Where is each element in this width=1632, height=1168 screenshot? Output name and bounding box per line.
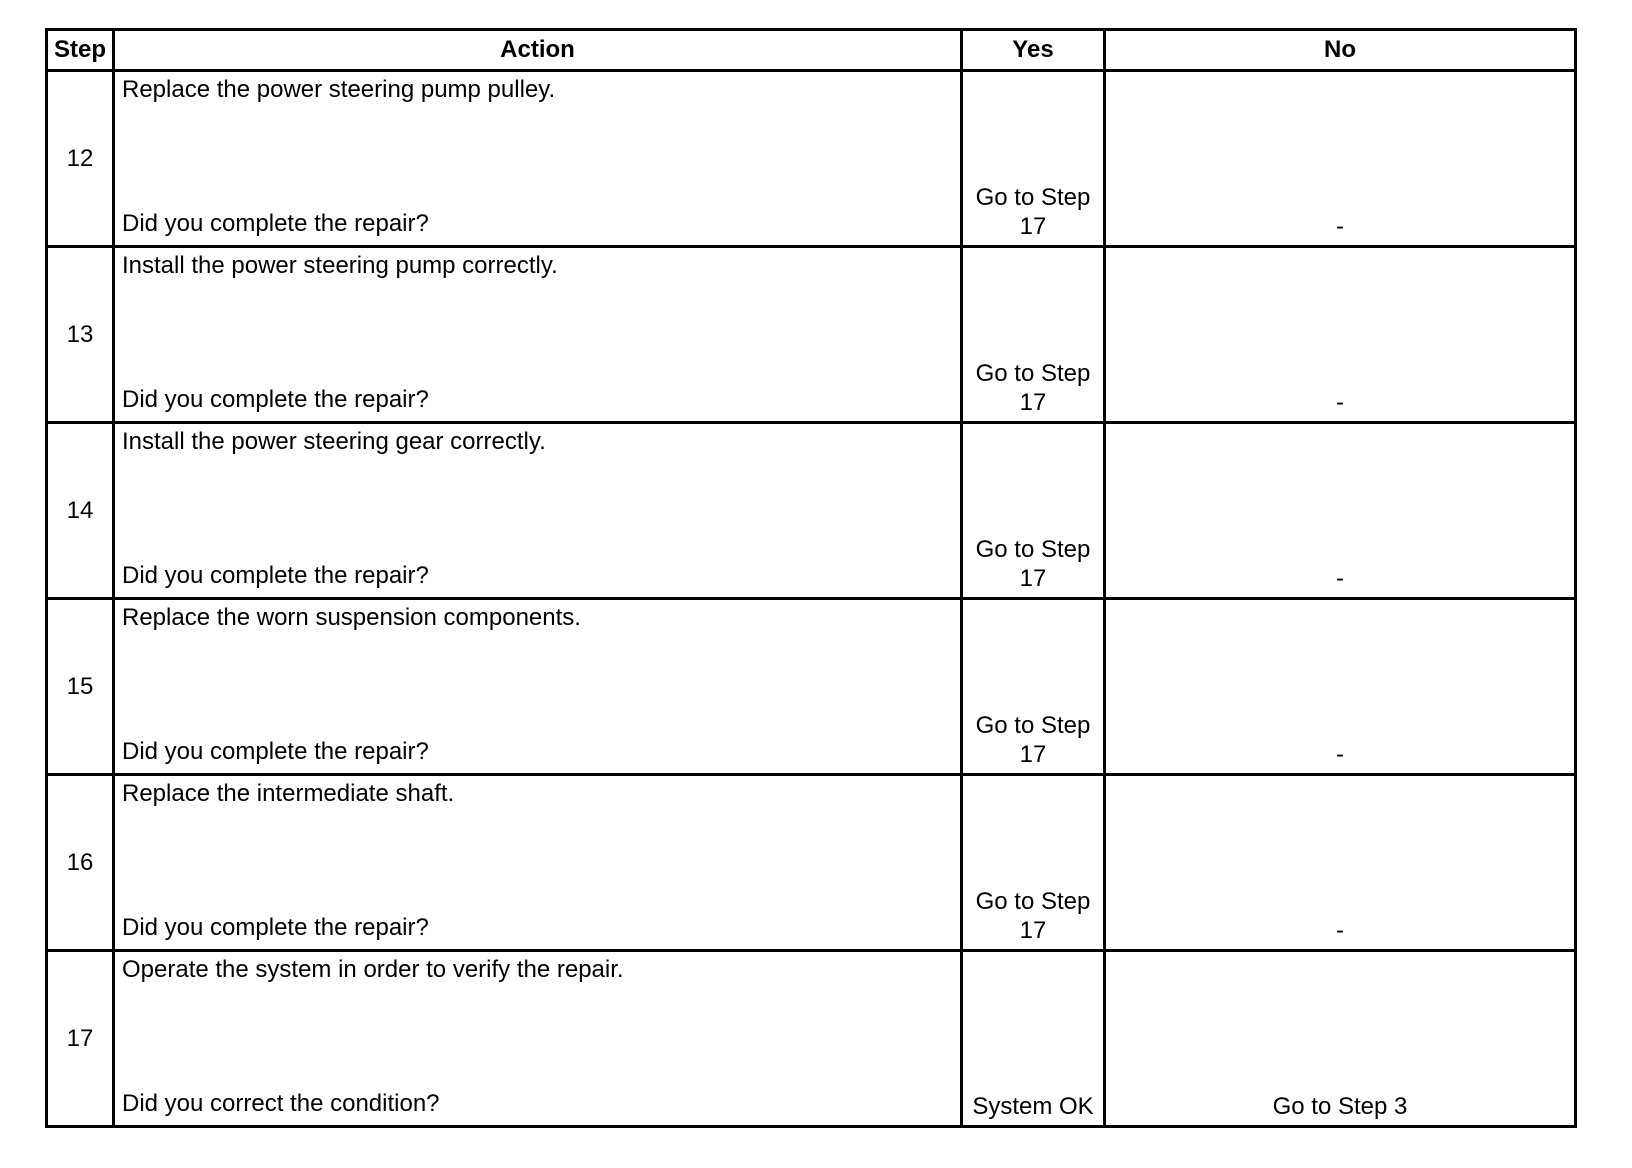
yes-step-number: 17 bbox=[1019, 389, 1047, 416]
no-cell: - bbox=[1105, 775, 1576, 951]
yes-cell bbox=[962, 247, 1105, 423]
yes-cell bbox=[962, 423, 1105, 599]
action-question: Did you complete the repair? bbox=[122, 914, 429, 941]
no-cell: - bbox=[1105, 423, 1576, 599]
no-cell: - bbox=[1105, 599, 1576, 775]
action-question: Did you complete the repair? bbox=[122, 210, 429, 237]
table-row bbox=[47, 423, 1576, 599]
action-question: Did you complete the repair? bbox=[122, 738, 429, 765]
action-cell bbox=[114, 775, 962, 951]
yes-step-number: 17 bbox=[1019, 741, 1047, 768]
yes-text: System OK bbox=[972, 1093, 1094, 1120]
step-number: 13 bbox=[47, 247, 114, 423]
yes-text: Go to Step bbox=[975, 360, 1091, 387]
yes-step-number: 17 bbox=[1019, 213, 1047, 240]
action-question: Did you complete the repair? bbox=[122, 562, 429, 589]
diagnostic-steps-table bbox=[45, 28, 1577, 1128]
header-row bbox=[47, 30, 1576, 71]
action-text: Replace the intermediate shaft. bbox=[122, 780, 455, 807]
action-text: Operate the system in order to verify the repair. bbox=[122, 956, 624, 983]
yes-text: Go to Step bbox=[975, 184, 1091, 211]
action-text: Install the power steering pump correctly. bbox=[122, 252, 558, 279]
step-number: 12 bbox=[47, 71, 114, 247]
yes-step-number: 17 bbox=[1019, 565, 1047, 592]
action-text: Install the power steering gear correctly. bbox=[122, 428, 546, 455]
step-number: 16 bbox=[47, 775, 114, 951]
action-cell bbox=[114, 247, 962, 423]
step-number: 17 bbox=[47, 951, 114, 1127]
no-cell: - bbox=[1105, 247, 1576, 423]
table-row bbox=[47, 951, 1576, 1127]
yes-text: Go to Step bbox=[975, 712, 1091, 739]
action-cell bbox=[114, 599, 962, 775]
no-cell: Go to Step 3 bbox=[1105, 951, 1576, 1127]
header-action: Action bbox=[114, 30, 962, 71]
yes-cell bbox=[962, 71, 1105, 247]
yes-text: Go to Step bbox=[975, 888, 1091, 915]
header-no: No bbox=[1105, 30, 1576, 71]
yes-text: Go to Step bbox=[975, 536, 1091, 563]
table-row bbox=[47, 599, 1576, 775]
action-text: Replace the power steering pump pulley. bbox=[122, 76, 556, 103]
header-step: Step bbox=[47, 30, 114, 71]
action-cell bbox=[114, 951, 962, 1127]
table-row bbox=[47, 71, 1576, 247]
action-cell bbox=[114, 71, 962, 247]
no-cell: - bbox=[1105, 71, 1576, 247]
yes-cell bbox=[962, 951, 1105, 1127]
yes-step-number: 17 bbox=[1019, 917, 1047, 944]
table-row bbox=[47, 247, 1576, 423]
yes-cell bbox=[962, 775, 1105, 951]
header-yes: Yes bbox=[962, 30, 1105, 71]
yes-cell bbox=[962, 599, 1105, 775]
step-number: 15 bbox=[47, 599, 114, 775]
action-text: Replace the worn suspension components. bbox=[122, 604, 581, 631]
action-cell bbox=[114, 423, 962, 599]
table-row bbox=[47, 775, 1576, 951]
action-question: Did you correct the condition? bbox=[122, 1090, 440, 1117]
action-question: Did you complete the repair? bbox=[122, 386, 429, 413]
step-number: 14 bbox=[47, 423, 114, 599]
